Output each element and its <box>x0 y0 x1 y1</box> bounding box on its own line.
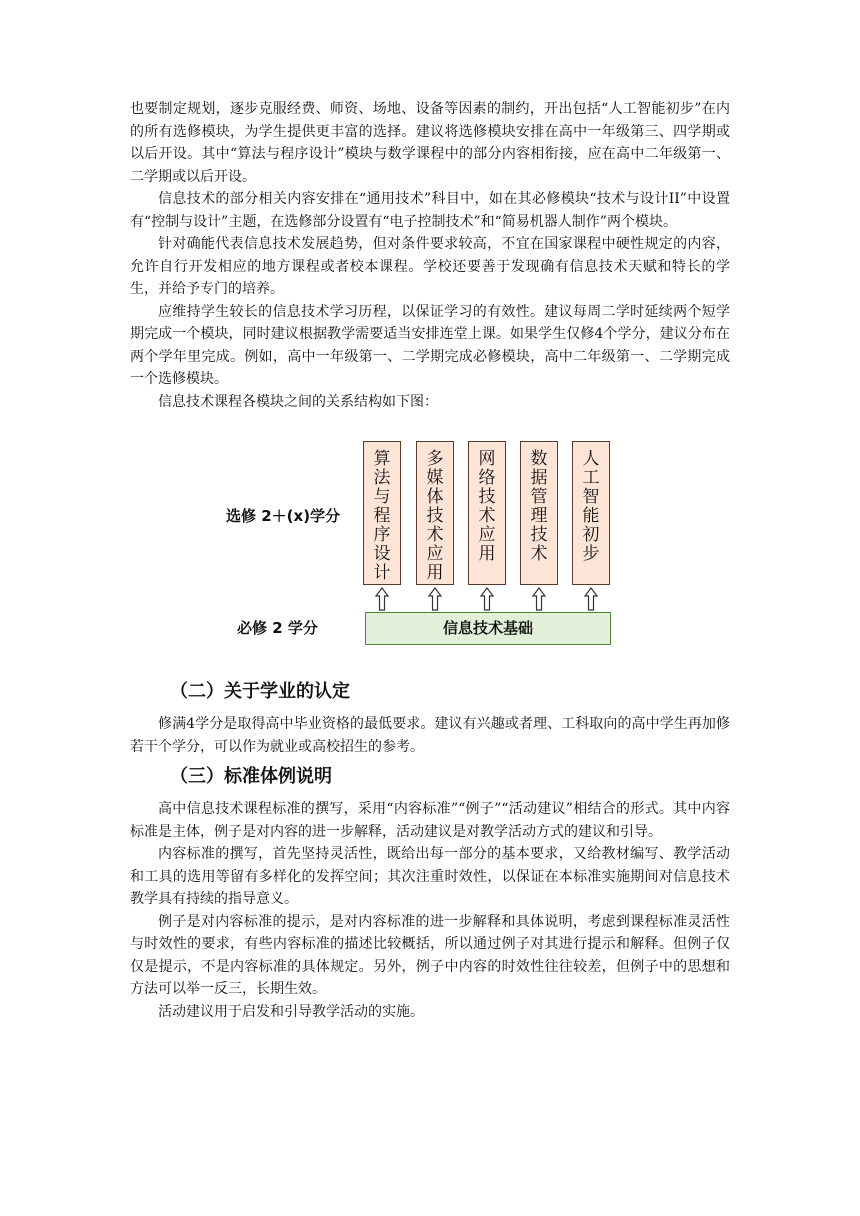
paragraph: 信息技术的部分相关内容安排在“通用技术”科目中，如在其必修模块“技术与设计II”中设置有“控制与设计”主题，在选修部分设置有“电子控制技术”和“简易机器人制作”两个模块。 <box>130 191 730 230</box>
module-algorithm-programming: 算法与程序设计 <box>363 441 401 585</box>
section-heading: （二）关于学业的认定 <box>170 681 350 702</box>
up-arrow-icon <box>428 587 442 611</box>
elective-credits-label: 选修 2＋(x)学分 <box>226 507 341 525</box>
module-multimedia: 多媒体技术应用 <box>416 441 454 585</box>
intro-text <box>130 98 730 413</box>
module-structure-diagram <box>130 425 730 663</box>
up-arrow-icon <box>480 587 494 611</box>
up-arrow-icon <box>584 587 598 611</box>
module-network: 网络技术应用 <box>468 441 506 585</box>
paragraph: 也要制定规划，逐步克服经费、师资、场地、设备等因素的制约，开出包括“人工智能初步”在内的所有选修模块，为学生提供更丰富的选择。建议将选修模块安排在高中一年级第三、四学期或以后开设。其中“算法与程序设计”模块与数学课程中的部分内容相衔接，应在高中二年级第一、二学期或以后开设。 <box>130 101 730 185</box>
paragraph: 针对确能代表信息技术发展趋势，但对条件要求较高，不宜在国家课程中硬性规定的内容，允许自行开发相应的地方课程或者校本课程。学校还要善于发现确有信息技术天赋和特长的学生，并给予专门的培养。 <box>130 236 730 297</box>
paragraph: 信息技术课程各模块之间的关系结构如下图： <box>158 393 438 410</box>
paragraph: 活动建议用于启发和引导教学活动的实施。 <box>158 1003 424 1020</box>
module-it-fundamentals: 信息技术基础 <box>365 612 611 645</box>
module-data-management: 数据管理技术 <box>520 441 558 585</box>
paragraph: 修满4学分是取得高中毕业资格的最低要求。建议有兴趣或者理、工科取向的高中学生再加修若干个学分，可以作为就业或高校招生的参考。 <box>130 716 730 755</box>
document-page <box>130 98 730 1023</box>
paragraph: 内容标准的撰写，首先坚持灵活性，既给出每一部分的基本要求，又给教材编写、教学活动和工具的选用等留有多样化的发挥空间；其次注重时效性，以保证在本标准实施期间对信息技术教学具有持续的指导意义。 <box>130 846 730 907</box>
paragraph: 例子是对内容标准的提示，是对内容标准的进一步解释和具体说明，考虑到课程标准灵活性与时效性的要求，有些内容标准的描述比较概括，所以通过例子对其进行提示和解释。但例子仅仅是提示，不是内容标准的具体规定。另外，例子中内容的时效性往往较差，但例子中的思想和方法可以举一反三，长期生效。 <box>130 913 730 997</box>
section-credit-recognition <box>130 677 730 758</box>
up-arrow-icon <box>532 587 546 611</box>
paragraph: 应维持学生较长的信息技术学习历程，以保证学习的有效性。建议每周二学时延续两个短学期完成一个模块，同时建议根据教学需要适当安排连堂上课。如果学生仅修4个学分，建议分布在两个学年里完成。例如，高中一年级第一、二学期完成必修模块，高中二年级第一、二学期完成一个选修模块。 <box>130 303 730 387</box>
paragraph: 高中信息技术课程标准的撰写，采用“内容标准”“例子”“活动建议”相结合的形式。其中内容标准是主体，例子是对内容的进一步解释，活动建议是对教学活动方式的建议和引导。 <box>130 801 730 840</box>
module-ai: 人工智能初步 <box>572 441 610 585</box>
section-format-notes <box>130 762 730 1023</box>
required-credits-label: 必修 2 学分 <box>237 619 318 637</box>
up-arrow-icon <box>375 587 389 611</box>
section-heading: （三）标准体例说明 <box>170 766 332 787</box>
